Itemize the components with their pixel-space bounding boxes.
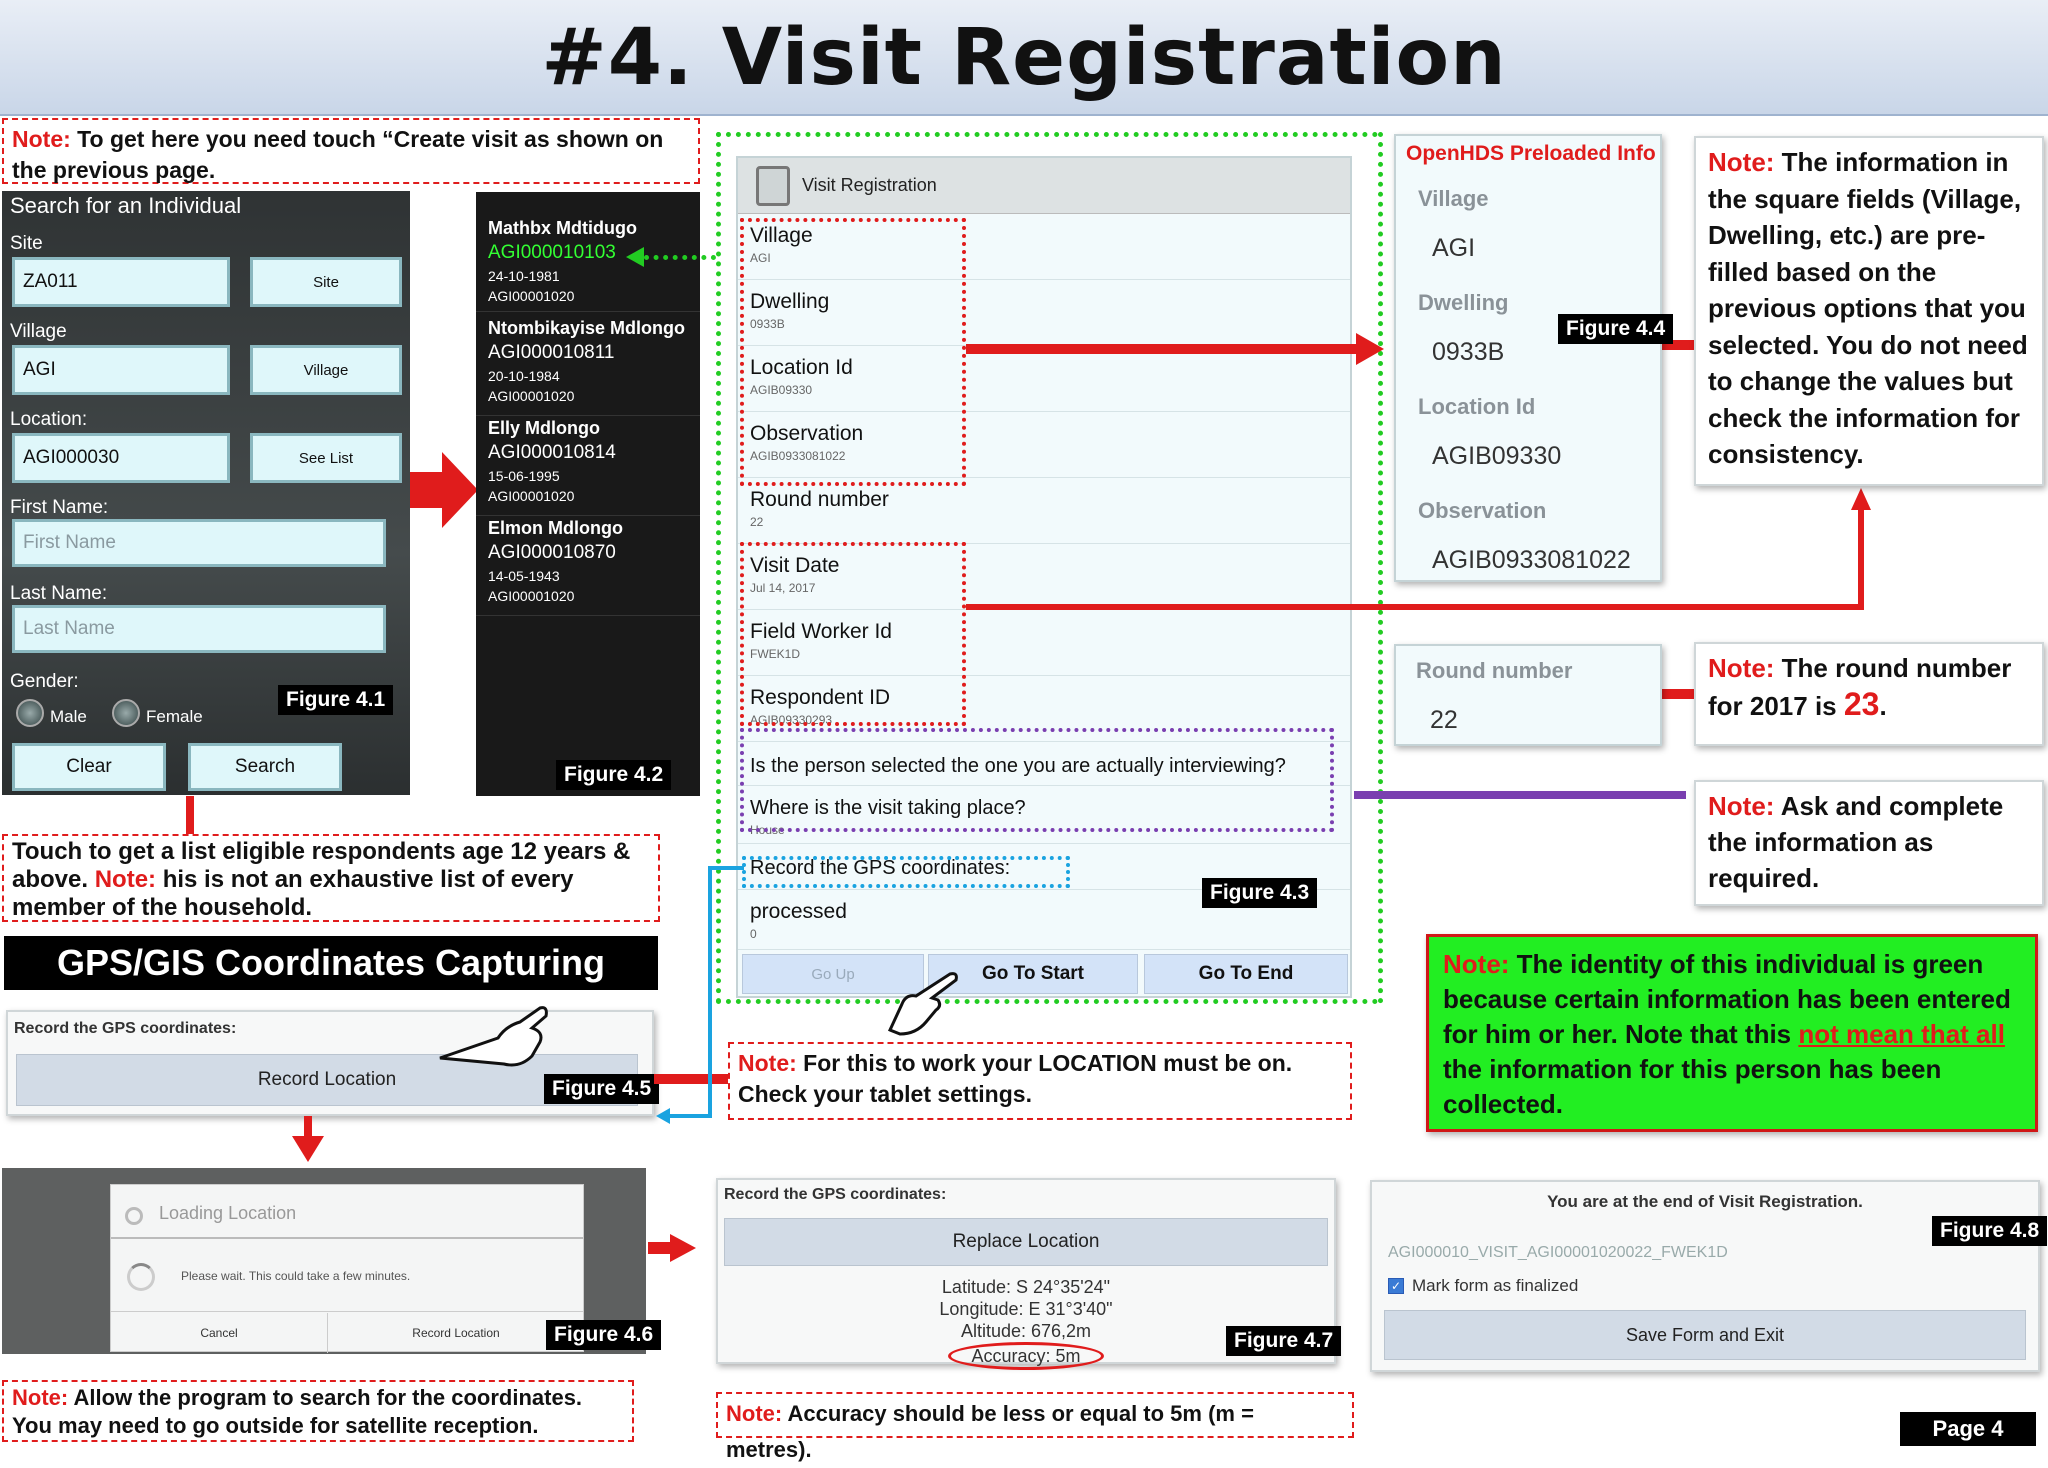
round-highlight: 23 [1843, 686, 1880, 722]
person-name: Ntombikayise Mdlongo [488, 318, 686, 338]
note-text: Ask and complete the information as required. [1708, 791, 2004, 893]
field-value: AGI [750, 251, 771, 265]
field-label: Respondent ID [750, 686, 891, 709]
note-prefilled [1694, 136, 2044, 486]
accuracy-value: Accuracy: 5m [948, 1342, 1103, 1370]
site-input[interactable]: ZA011 [12, 257, 230, 307]
note-prefix: Note: [1443, 949, 1510, 979]
preloaded-dwelling-value: 0933B [1432, 338, 1505, 366]
field-label: Observation [750, 422, 864, 445]
person-name: Mathbx Mdtidugo [488, 218, 637, 238]
figure-label-4-1: Figure 4.1 [278, 685, 393, 715]
spinner-icon [127, 1263, 155, 1291]
longitude-value: Longitude: E 31°3'40" [939, 1299, 1113, 1319]
first-name-label: First Name: [10, 497, 109, 518]
connector-line [654, 1074, 730, 1084]
note-text: Allow the program to search for the coordinates. You may need to go outside for satellite reception. [12, 1385, 583, 1438]
preloaded-village-label: Village [1418, 186, 1489, 211]
gps-card-title: Record the GPS coordinates: [14, 1020, 237, 1037]
cancel-button[interactable]: Cancel [200, 1326, 238, 1340]
loading-title: Loading Location [159, 1203, 297, 1223]
finalized-label: Mark form as finalized [1412, 1276, 1579, 1295]
person-id: AGI000010870 [488, 542, 616, 563]
person-household: AGI00001020 [488, 288, 575, 304]
altitude-value: Altitude: 676,2m [960, 1321, 1092, 1341]
field-label: Field Worker Id [750, 620, 892, 643]
page-title: #4. Visit Registration [541, 13, 1507, 103]
question-value: House [750, 823, 785, 837]
finalized-checkbox[interactable]: ✓ [1388, 1278, 1404, 1294]
blue-connector [708, 866, 712, 1118]
arrow-down-icon [292, 1136, 324, 1162]
loading-dialog [110, 1184, 584, 1352]
field-label: Dwelling [750, 290, 830, 313]
note-satellite-search [2, 1380, 634, 1442]
note-text: To get here you need touch “Create visit as shown on the previous page. [12, 126, 664, 183]
preloaded-observation-value: AGIB0933081022 [1432, 546, 1631, 574]
male-label: Male [50, 707, 87, 726]
field-value: AGIB09330 [750, 383, 813, 397]
note-text: Touch to get a list eligible respondents age 12 years & above. [12, 838, 631, 893]
round-label: Round number [1416, 658, 1573, 683]
site-button[interactable]: Site [250, 257, 402, 307]
green-arrow-icon [626, 247, 644, 267]
first-name-input[interactable]: First Name [12, 519, 386, 567]
note-text: For this to work your LOCATION must be on. Check your tablet settings. [738, 1050, 1293, 1107]
person-dob: 24-10-1981 [488, 268, 560, 284]
end-visit-title: You are at the end of Visit Registration. [1547, 1192, 1863, 1211]
blue-connector [666, 1114, 712, 1118]
field-value: Jul 14, 2017 [750, 581, 816, 595]
note-text-end: his is not an exhaustive list of every member of the household. [12, 866, 574, 921]
connector-line [966, 344, 1358, 354]
note-prefix: Note: [94, 866, 157, 893]
pointing-hand-icon [436, 1002, 554, 1072]
note-text-end: . [1879, 691, 1887, 721]
preloaded-title: OpenHDS Preloaded Info [1406, 142, 1656, 165]
female-label: Female [146, 707, 203, 726]
end-visit-card [1370, 1180, 2040, 1372]
note-green-identity [1426, 934, 2038, 1132]
questions-box [740, 728, 1334, 832]
last-name-input[interactable]: Last Name [12, 605, 386, 653]
dialog-divider [111, 1311, 583, 1312]
note-touch-list [2, 834, 660, 922]
question-text: Record the GPS coordinates: [750, 857, 1011, 879]
arrow-right-icon [1356, 333, 1384, 365]
person-name: Elmon Mdlongo [488, 518, 623, 538]
last-name-label: Last Name: [10, 583, 108, 604]
person-dob: 15-06-1995 [488, 468, 560, 484]
note-prefix: Note: [12, 1385, 69, 1410]
blue-connector [708, 866, 744, 870]
search-title: Search for an Individual [10, 193, 242, 218]
note-create-visit [2, 118, 700, 184]
field-value: 0933B [750, 317, 785, 331]
record-location-button[interactable]: Record Location [16, 1054, 638, 1106]
note-round-number [1694, 642, 2044, 746]
person-name: Elly Mdlongo [488, 418, 600, 438]
arrow-right-icon [670, 1234, 696, 1262]
gender-label: Gender: [10, 671, 79, 692]
search-individual-screen [2, 191, 410, 795]
round-value: 22 [1430, 706, 1458, 734]
list-item[interactable] [476, 416, 700, 516]
latitude-value: Latitude: S 24°35'24" [941, 1277, 1111, 1297]
go-to-end-button[interactable]: Go To End [1144, 954, 1348, 994]
gps-question-box [742, 856, 1070, 888]
note-text: Accuracy should be less or equal to 5m (m = metres). [726, 1401, 1254, 1462]
note-emphasis: not mean that all [1798, 1019, 2005, 1049]
connector-line [648, 1242, 672, 1254]
green-dotted-right [1378, 132, 1383, 1004]
record-gps-card [6, 1010, 654, 1116]
field-value: 0 [750, 927, 757, 941]
purple-connector [1354, 791, 1686, 799]
figure-label-4-8: Figure 4.8 [1932, 1216, 2047, 1246]
replace-location-button[interactable]: Replace Location [724, 1218, 1328, 1266]
field-label: Round number [750, 488, 889, 511]
note-prefix: Note: [12, 126, 71, 152]
person-household: AGI00001020 [488, 588, 575, 604]
person-id: AGI000010811 [488, 342, 615, 363]
save-form-exit-button[interactable]: Save Form and Exit [1384, 1310, 2026, 1360]
note-prefix: Note: [726, 1401, 783, 1426]
list-item[interactable] [476, 316, 700, 416]
go-to-start-button[interactable]: Go To Start [928, 954, 1138, 994]
note-text-end: the information for this person has been collected. [1443, 1054, 1942, 1119]
figure-label-4-7: Figure 4.7 [1226, 1326, 1341, 1356]
preloaded-location-label: Location Id [1418, 394, 1536, 419]
note-text: The round number for 2017 is [1708, 653, 2012, 721]
note-accuracy [716, 1392, 1354, 1462]
green-connector [644, 255, 716, 260]
title-banner [0, 0, 2048, 116]
field-label: Visit Date [750, 554, 840, 577]
site-label: Site [10, 233, 43, 254]
replace-location-card [716, 1178, 1336, 1364]
field-value: FWEK1D [750, 647, 801, 661]
village-button[interactable]: Village [250, 345, 402, 395]
note-prefix: Note: [1708, 653, 1775, 683]
figure-label-4-5: Figure 4.5 [544, 1074, 659, 1104]
go-up-button[interactable]: Go Up [742, 954, 924, 994]
arrow-up-icon [1851, 488, 1871, 510]
field-label: processed [750, 900, 847, 923]
dialog-record-location-button[interactable]: Record Location [412, 1326, 500, 1340]
question-text: Is the person selected the one you are actually interviewing? [750, 755, 1286, 777]
figure-label-4-3: Figure 4.3 [1202, 878, 1317, 908]
connector-line [1662, 689, 1696, 699]
arrow-shaft [410, 472, 444, 508]
clear-button[interactable]: Clear [12, 743, 166, 791]
person-household: AGI00001020 [488, 388, 575, 404]
dialog-divider [327, 1313, 328, 1353]
village-input[interactable]: AGI [12, 345, 230, 395]
round-number-panel [1394, 644, 1662, 746]
prefilled-fields-box [740, 218, 966, 486]
note-prefix: Note: [1708, 791, 1775, 821]
note-ask-complete [1694, 780, 2044, 906]
connector-line [966, 604, 1864, 610]
note-prefix: Note: [1708, 147, 1775, 177]
form-header [738, 158, 1350, 214]
note-location-on [728, 1042, 1352, 1120]
loading-message: Please wait. This could take a few minutes. [181, 1269, 411, 1283]
person-id: AGI000010103 [488, 242, 616, 263]
figure-label-4-6: Figure 4.6 [546, 1320, 661, 1350]
female-radio[interactable] [112, 699, 140, 727]
field-value: AGIB0933081022 [750, 449, 846, 463]
field-label: Village [750, 224, 813, 247]
note-text: The identity of this individual is green because certain information has been entered for him or her. Note that this [1443, 949, 2011, 1049]
loading-location-screen [2, 1168, 654, 1354]
field-value: 22 [750, 515, 764, 529]
figure-label-4-2: Figure 4.2 [556, 760, 671, 790]
note-prefix: Note: [738, 1050, 797, 1076]
form-title: Visit Registration [802, 175, 937, 195]
person-dob: 20-10-1984 [488, 368, 560, 384]
preloaded-observation-label: Observation [1418, 498, 1547, 523]
village-label: Village [10, 321, 67, 342]
preloaded-village-value: AGI [1432, 234, 1476, 262]
dialog-divider [111, 1237, 583, 1239]
preloaded-dwelling-label: Dwelling [1418, 290, 1509, 315]
respondent-list-screen [476, 192, 700, 796]
person-dob: 14-05-1943 [488, 568, 560, 584]
visit-fields-box [740, 542, 966, 726]
question-text: Where is the visit taking place? [750, 797, 1026, 819]
gps-section-banner: GPS/GIS Coordinates Capturing [4, 936, 658, 990]
field-value: AGIB09330293 [750, 713, 833, 727]
male-radio[interactable] [16, 699, 44, 727]
gps-card-title: Record the GPS coordinates: [724, 1186, 947, 1203]
note-text: The information in the square fields (Village, Dwelling, etc.) are pre-filled based on the previous options that you selected. You do not need to change the values but check the information for consistency. [1708, 147, 2028, 469]
page-number: Page 4 [1900, 1412, 2036, 1446]
location-icon [125, 1207, 143, 1225]
search-button[interactable]: Search [188, 743, 342, 791]
arrow-right-icon [442, 452, 478, 528]
clipboard-icon [756, 166, 790, 206]
blue-arrow-icon [656, 1108, 670, 1124]
field-label: Location Id [750, 356, 853, 379]
form-name: AGI000010_VISIT_AGI00001020022_FWEK1D [1388, 1244, 1728, 1261]
figure-label-4-4: Figure 4.4 [1558, 314, 1673, 344]
list-item[interactable] [476, 516, 700, 616]
person-household: AGI00001020 [488, 488, 575, 504]
preloaded-location-value: AGIB09330 [1432, 442, 1562, 470]
list-item[interactable] [476, 216, 700, 312]
person-id: AGI000010814 [488, 442, 616, 463]
see-list-button[interactable]: See List [250, 433, 402, 483]
location-label: Location: [10, 409, 88, 430]
form-field-round-number[interactable] [738, 480, 1350, 544]
connector-line [186, 796, 194, 834]
connector-line [1858, 508, 1864, 610]
pointing-hand-icon [880, 960, 960, 1038]
location-input[interactable]: AGI000030 [12, 433, 230, 483]
preloaded-info-panel [1394, 134, 1666, 582]
